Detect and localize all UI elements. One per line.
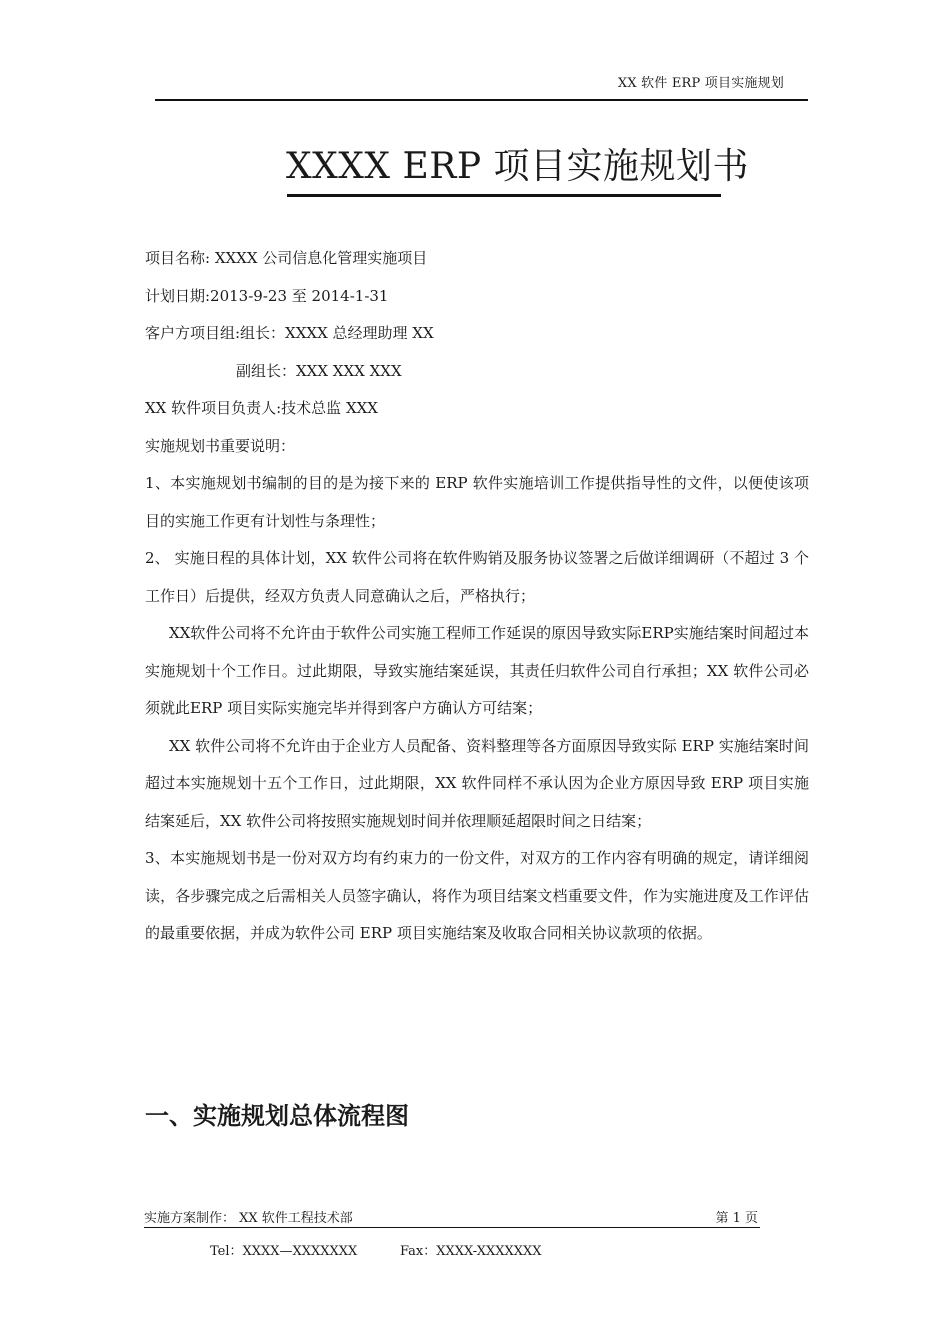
project-name: 项目名称: XXXX 公司信息化管理实施项目 [145, 249, 428, 267]
client-team-deputy: 副组长：XXX XXX XXX [236, 361, 402, 380]
note-2-paragraph-b: XX 软件公司将不允许由于企业方人员配备、资料整理等各方面原因导致实际 ERP 实施结案时间超过本实施规划十五个工作日，过此期限，XX 软件同样不承认因为企业方原因导致 ERP 项目实施结案延后，XX 软件公司将按照实施规划时间并依理顺延超限时间之日结案； [145, 736, 809, 830]
footer-tel: Tel：XXXX—XXXXXXX [210, 1244, 358, 1259]
note-3: 3、本实施规划书是一份对双方均有约束力的一份文件，对双方的工作内容有明确的规定，请详细阅读，各步骤完成之后需相关人员签字确认，将作为项目结案文档重要文件，作为实施进度及工作评估的最重要依据，并成为软件公司 ERP 项目实施结案及收取合同相关协议款项的依据。 [145, 849, 809, 942]
document-title: XXXX ERP 项目实施规划书 [286, 146, 750, 187]
page-number: 第 1 页 [715, 1211, 758, 1226]
vendor-project-lead: XX 软件项目负责人:技术总监 XXX [145, 399, 378, 417]
section-1-heading: 一、实施规划总体流程图 [145, 1102, 409, 1130]
footer-prepared-line [144, 1210, 760, 1228]
title-underline [287, 194, 721, 197]
footer-fax: Fax：XXXX-XXXXXXX [400, 1244, 542, 1259]
plan-dates: 计划日期:2013-9-23 至 2014-1-31 [145, 286, 389, 305]
header-divider [155, 99, 808, 101]
notes-heading: 实施规划书重要说明： [145, 436, 296, 455]
note-1: 1、本实施规划书编制的目的是为接下来的 ERP 软件实施培训工作提供指导性的文件，以便使该项目的实施工作更有计划性与条理性； [145, 474, 809, 530]
document-body [145, 240, 809, 953]
footer-contact-line [210, 1240, 542, 1259]
running-header: XX 软件 ERP 项目实施规划 [617, 76, 784, 91]
note-2-paragraph-a: XX软件公司将不允许由于软件公司实施工程师工作延误的原因导致实际ERP实施结案时间超过本实施规划十个工作日。过此期限，导致实施结案延误，其责任归软件公司自行承担；XX 软件公司必须就此ERP 项目实际实施完毕并得到客户方确认方可结案； [145, 624, 809, 717]
note-2: 2、 实施日程的具体计划，XX 软件公司将在软件购销及服务协议签署之后做详细调研（不超过 3 个工作日）后提供，经双方负责人同意确认之后，严格执行； [145, 549, 809, 605]
client-team-leader: 客户方项目组:组长：XXXX 总经理助理 XX [145, 324, 434, 342]
footer-prepared-by: 实施方案制作： XX 软件工程技术部 [144, 1211, 353, 1226]
